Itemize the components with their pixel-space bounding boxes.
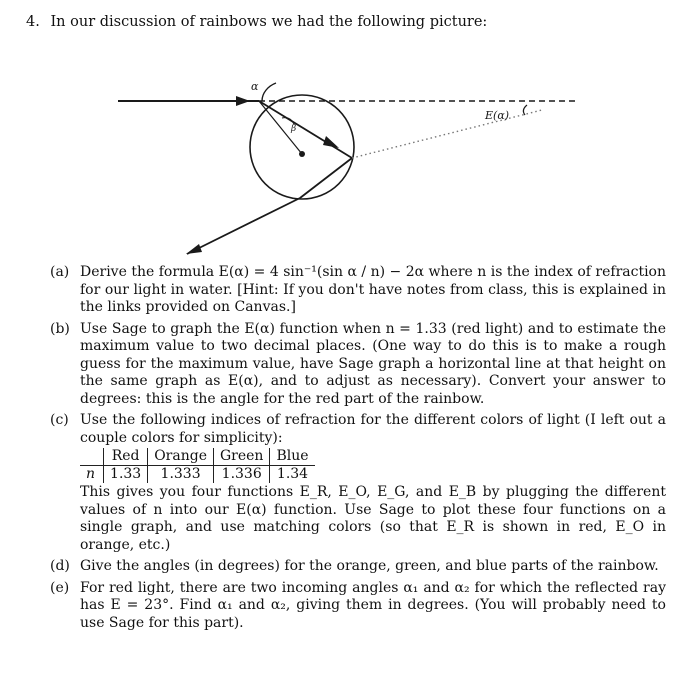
part-c — [28, 412, 666, 554]
part-d — [28, 558, 666, 576]
table-header-cell: Orange — [148, 448, 214, 466]
table-header-row — [80, 448, 315, 466]
part-e-text: For red light, there are two incoming angles α₁ and α₂ for which the reflected ray has E = 23°. Find α₁ and α₂, giving them in degrees. (You will probably need to use Sage for this part). — [80, 579, 666, 631]
table-header-cell: Green — [213, 448, 269, 466]
part-a-text: Derive the formula E(α) = 4 sin⁻¹(sin α / n) − 2α where n is the index of refraction for our light in water. [Hint: If you don't have notes from class, this is explained in the links provided on Canvas.] — [80, 264, 666, 315]
table-header-cell: Blue — [270, 448, 315, 466]
table-row — [80, 466, 315, 484]
e-alpha-label: E(α) — [485, 109, 510, 122]
problem-intro: In our discussion of rainbows we had the following picture: — [50, 14, 488, 30]
droplet-center — [299, 151, 305, 157]
part-e — [28, 580, 666, 633]
part-d-label: (d) — [50, 558, 70, 574]
rainbow-diagram — [0, 60, 700, 260]
part-b-label: (b) — [50, 320, 70, 337]
normal-tick — [262, 83, 276, 101]
part-d-text: Give the angles (in degrees) for the orange, green, and blue parts of the rainbow. — [80, 558, 659, 574]
outgoing-ray — [187, 198, 300, 254]
table-header-cell: Red — [104, 448, 148, 466]
table-row-label: n — [80, 466, 104, 484]
dotted-extension — [352, 110, 542, 158]
water-droplet — [250, 95, 354, 199]
outgoing-ray-arrowhead — [186, 244, 202, 254]
alpha-label: α — [251, 80, 259, 93]
incoming-ray-arrowhead — [236, 96, 250, 106]
table-corner-cell — [80, 448, 104, 466]
table-cell: 1.336 — [213, 466, 269, 484]
part-c-label: (c) — [50, 412, 69, 428]
part-b — [28, 321, 666, 409]
part-c-text-before: Use the following indices of refraction for the different colors of light (I left out a couple colors for simplicity): — [80, 412, 666, 446]
table-cell: 1.333 — [148, 466, 214, 484]
problem-heading — [26, 14, 487, 30]
table-cell: 1.33 — [110, 466, 142, 482]
refracted-ray-arrowhead — [323, 136, 339, 148]
part-c-text-after: This gives you four functions E_R, E_O, E_G, and E_B by plugging the different values of n into our E(α) function. Use Sage to plot these four functions on a single graph, and use matching colors (so that E_R is shown in red, E_O in orange, etc.) — [80, 484, 666, 553]
part-a — [28, 264, 666, 317]
refraction-index-table — [80, 448, 315, 483]
table-cell: 1.34 — [270, 466, 315, 484]
problem-number: 4. — [26, 14, 40, 30]
beta-label: β — [291, 124, 297, 134]
part-e-label: (e) — [50, 579, 70, 596]
part-a-label: (a) — [50, 264, 70, 280]
problem-parts — [28, 264, 666, 636]
part-b-text: Use Sage to graph the E(α) function when n = 1.33 (red light) and to estimate the maximum value to two decimal places. (One way to do this is to make a rough guess for the maximum value, have Sage graph a horizontal line at that height on the same graph as E(α), and to adjust as necessary). Convert your answer to degrees: this is the angle for the red part of the rainbow. — [80, 320, 666, 407]
